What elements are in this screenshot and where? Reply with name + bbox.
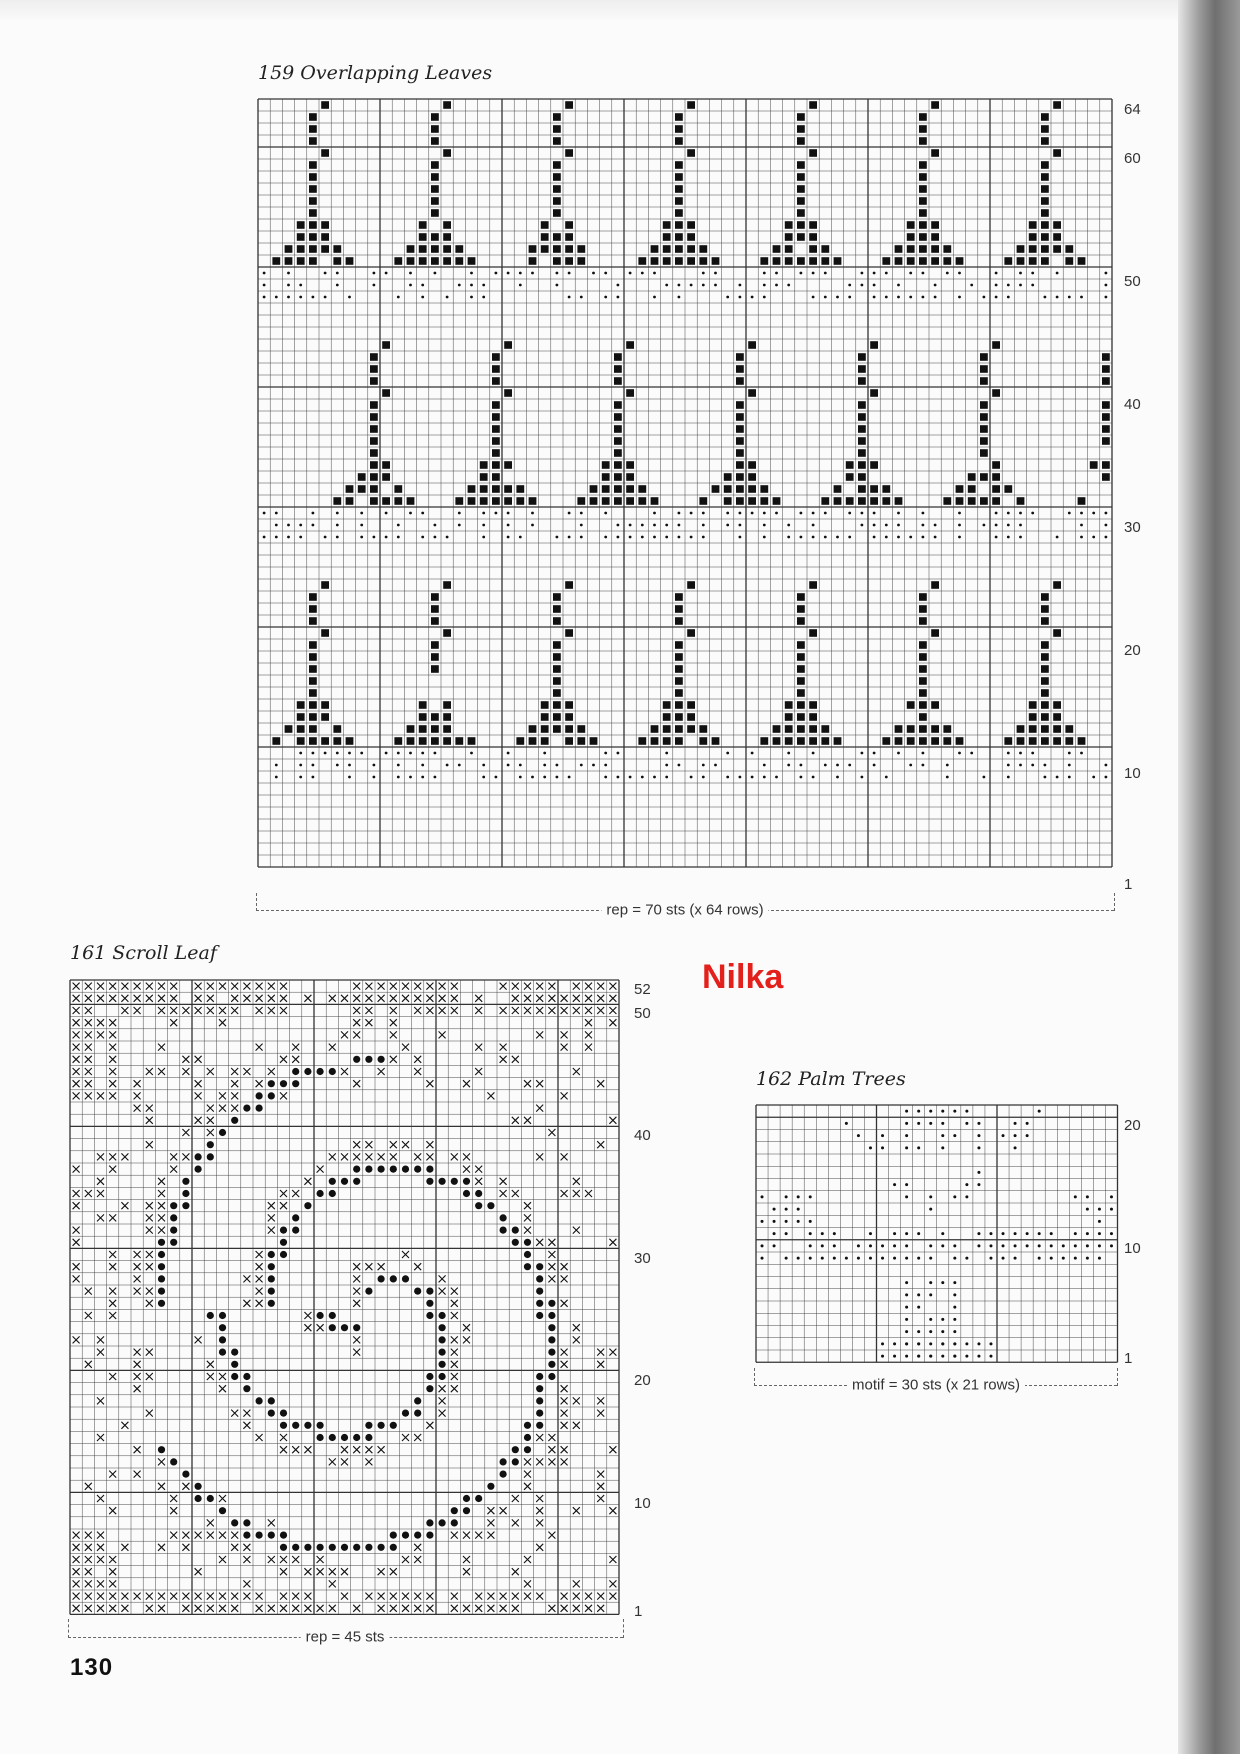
rep-label-overlapping-leaves: rep = 70 sts (x 64 rows) xyxy=(601,902,768,919)
chart-title-scroll-leaf: 161 Scroll Leaf xyxy=(70,942,217,964)
row-label-30: 30 xyxy=(1124,519,1141,536)
chart-title-palm-trees: 162 Palm Trees xyxy=(756,1068,906,1090)
rep-bracket-right xyxy=(1117,1368,1118,1386)
row-label-50: 50 xyxy=(1124,273,1141,290)
row-label-1: 1 xyxy=(634,1603,643,1620)
page-number: 130 xyxy=(70,1654,114,1681)
rep-bracket-right xyxy=(623,1619,624,1638)
row-label-30: 30 xyxy=(634,1250,651,1267)
row-label-60: 60 xyxy=(1124,150,1141,167)
row-label-52: 52 xyxy=(634,981,651,998)
row-label-20: 20 xyxy=(1124,642,1141,659)
row-label-1: 1 xyxy=(1124,1350,1133,1367)
row-label-64: 64 xyxy=(1124,101,1141,118)
row-label-50: 50 xyxy=(634,1005,651,1022)
watermark-stamp: Nilka xyxy=(702,958,784,996)
row-label-1: 1 xyxy=(1124,876,1133,893)
rep-bracket-left xyxy=(68,1619,69,1638)
rep-bracket-right xyxy=(1114,893,1115,911)
page-top-shadow xyxy=(0,0,1178,22)
row-label-20: 20 xyxy=(1124,1117,1141,1134)
rep-bracket-left xyxy=(256,893,257,911)
overlapping-leaves-chart-grid xyxy=(258,99,1114,891)
row-label-40: 40 xyxy=(1124,396,1141,413)
rep-bracket-left xyxy=(754,1368,755,1386)
row-label-10: 10 xyxy=(1124,765,1141,782)
scroll-leaf-chart-grid xyxy=(70,980,628,1617)
row-label-20: 20 xyxy=(634,1372,651,1389)
chart-title-overlapping-leaves: 159 Overlapping Leaves xyxy=(258,62,493,84)
row-label-10: 10 xyxy=(634,1495,651,1512)
palm-trees-chart-grid xyxy=(756,1105,1118,1364)
rep-label-palm-trees: motif = 30 sts (x 21 rows) xyxy=(847,1377,1025,1394)
row-label-40: 40 xyxy=(634,1127,651,1144)
book-spine-shadow xyxy=(1178,0,1240,1754)
row-label-10: 10 xyxy=(1124,1240,1141,1257)
rep-label-scroll-leaf: rep = 45 sts xyxy=(301,1629,390,1646)
